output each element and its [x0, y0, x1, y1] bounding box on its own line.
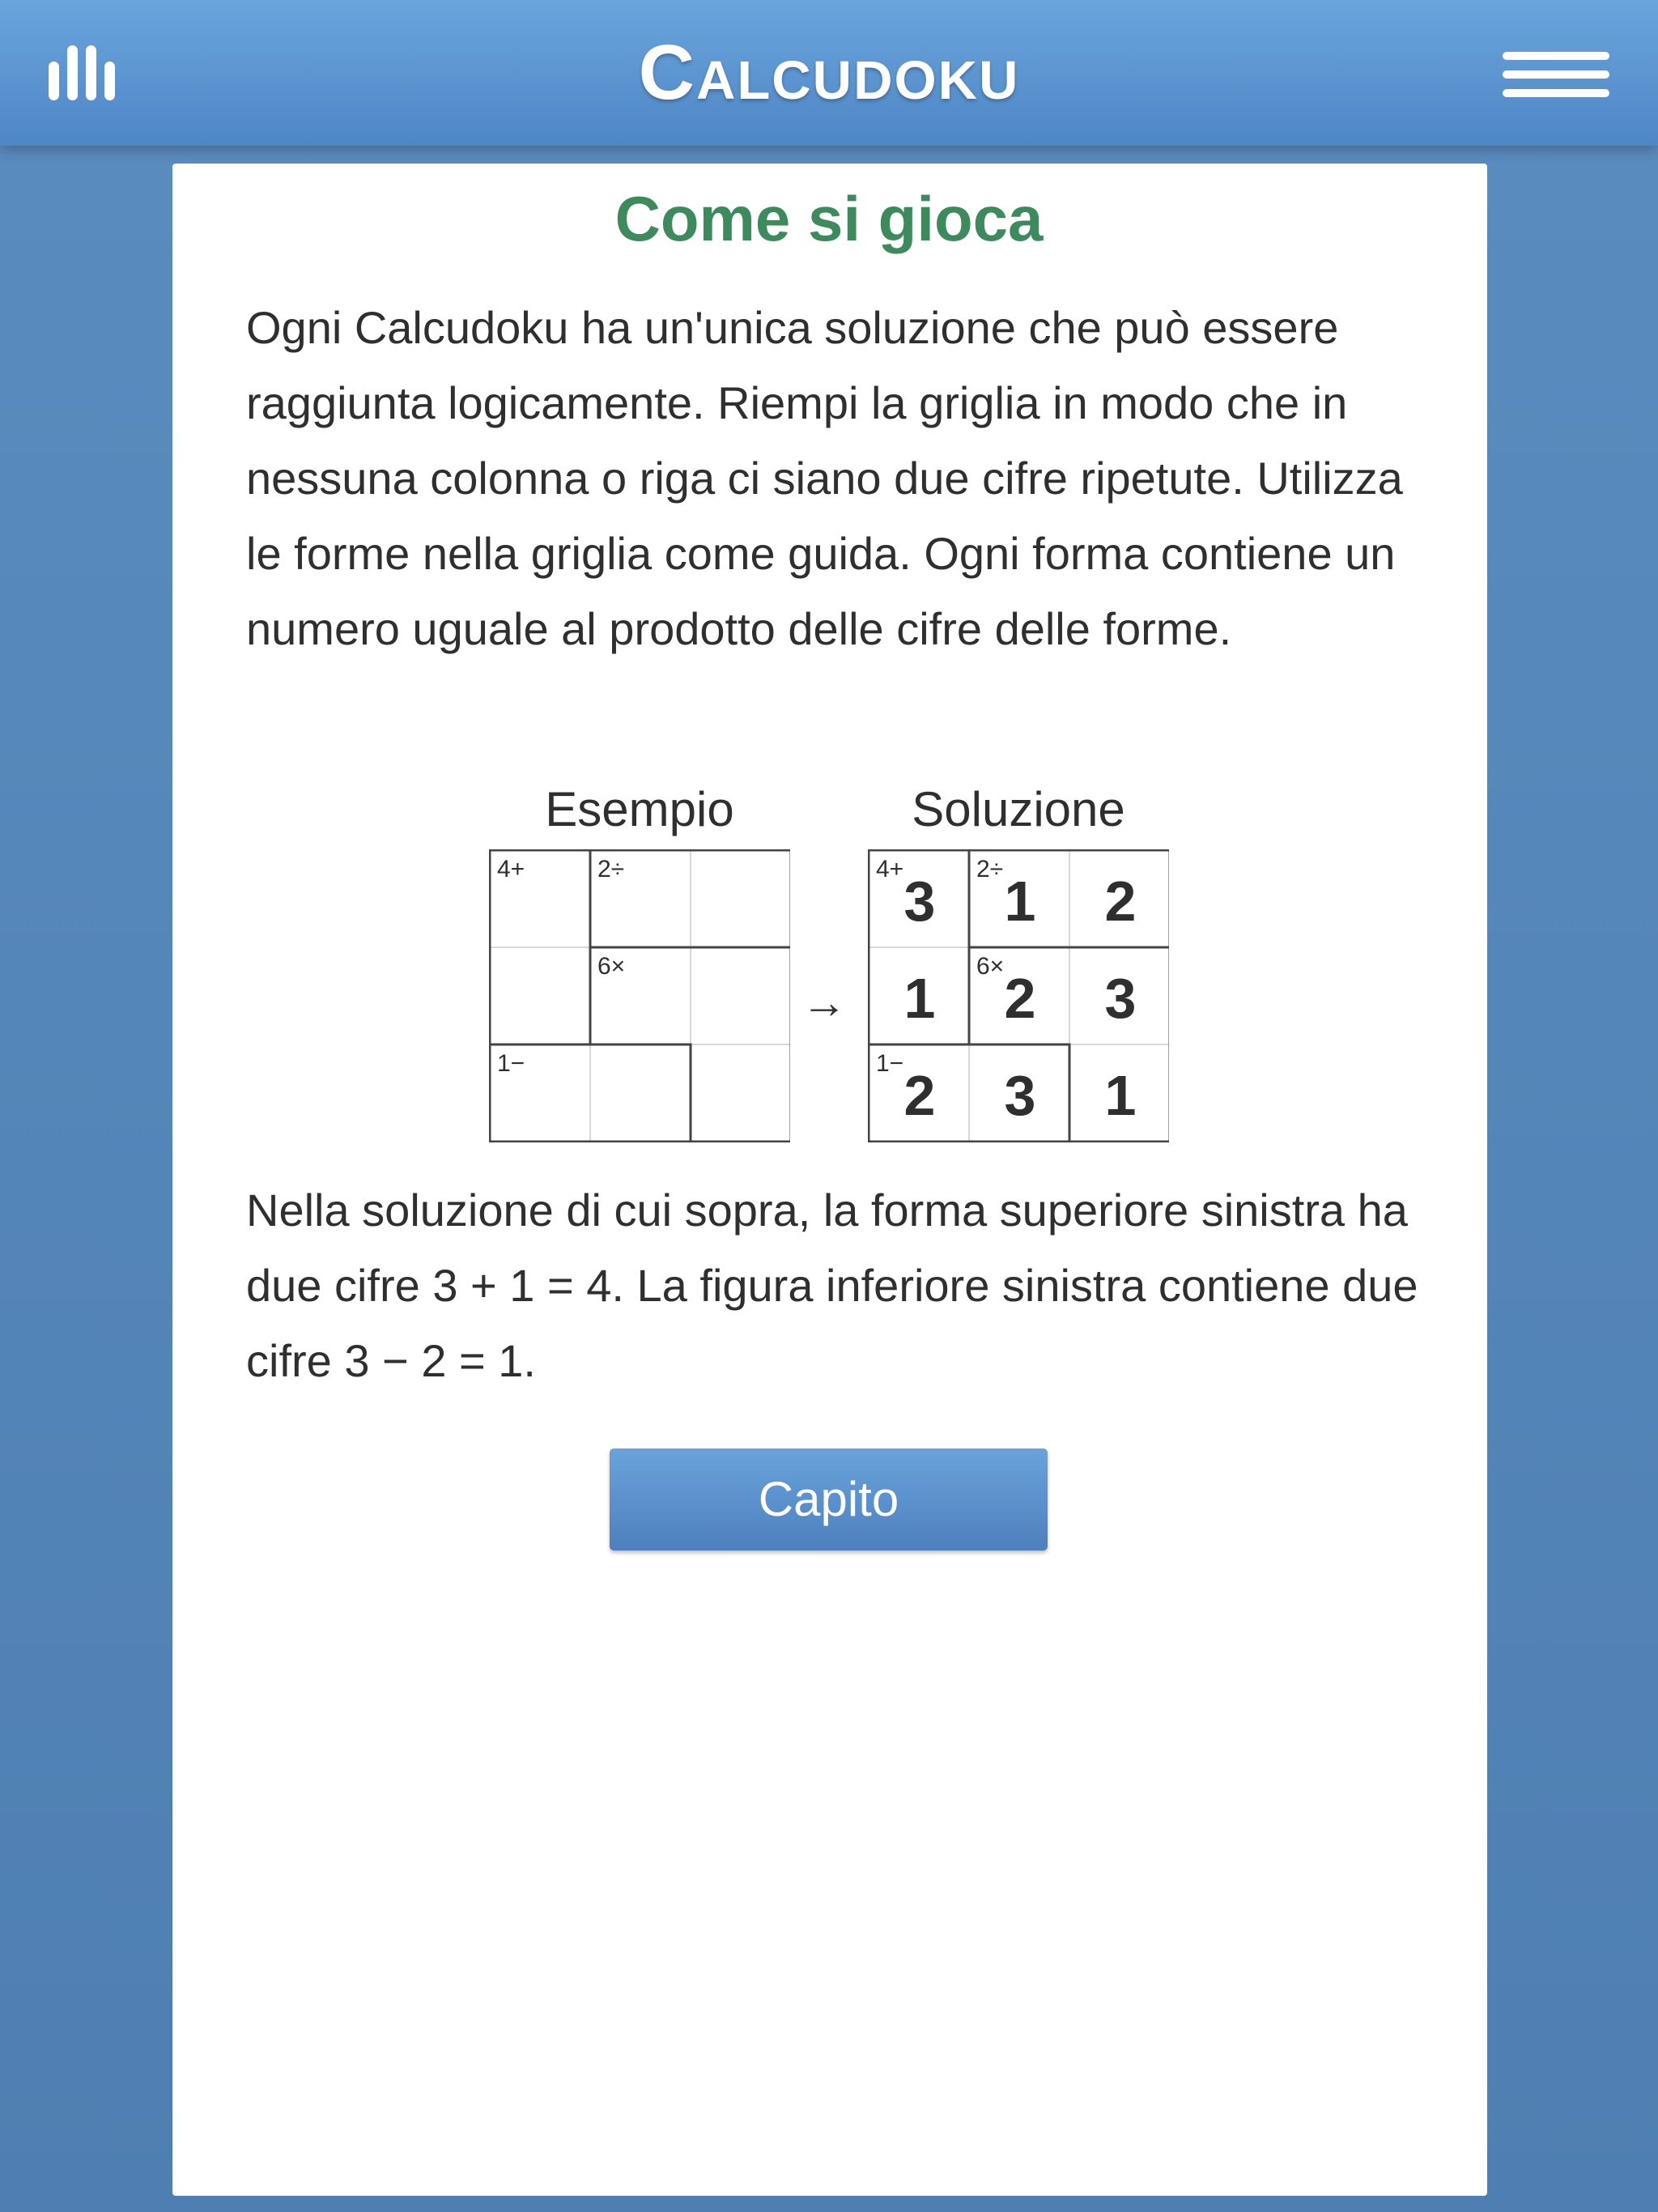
solution-grid	[868, 849, 1169, 1142]
example-cage-label: 6×	[597, 953, 626, 980]
solution-label: Soluzione	[912, 782, 1125, 836]
top-bar	[0, 0, 1658, 146]
example-grid	[489, 849, 790, 1142]
example-cell	[691, 850, 790, 947]
solution-digit: 2	[903, 1064, 936, 1127]
example-cell	[691, 947, 790, 1044]
example-cage-label: 2÷	[597, 856, 625, 883]
menu-icon[interactable]	[1503, 52, 1609, 97]
example-cage-label: 1−	[497, 1050, 525, 1077]
got-it-button[interactable]: Capito	[610, 1448, 1048, 1551]
solution-digit: 1	[1004, 870, 1036, 933]
intro-text: Ogni Calcudoku ha un'unica soluzione che può essere raggiunta logicamente. Riempi la griglia in modo che in nessuna colonna o riga ci siano due cifre ripetute. Utilizza le forme nella griglia come guida. Ogni forma contiene un numero uguale al prodotto delle cifre delle forme.	[246, 302, 1403, 654]
solution-digit: 2	[1104, 870, 1137, 933]
app-title: Calcudoku	[638, 29, 1020, 116]
solution-digit: 3	[1004, 1064, 1036, 1127]
example-cell	[490, 947, 590, 1044]
example-cell	[590, 1044, 691, 1142]
solution-digit: 1	[903, 967, 936, 1030]
solution-cage-label: 6×	[976, 953, 1005, 980]
solution-digit: 2	[1004, 967, 1036, 1030]
solution-digit: 3	[1104, 967, 1137, 1030]
solution-digit: 1	[1104, 1064, 1137, 1127]
solution-cage-label: 1−	[876, 1050, 904, 1077]
example-label: Esempio	[545, 782, 734, 836]
example-cell	[691, 1044, 790, 1142]
solution-digit: 3	[903, 870, 936, 933]
solution-cage-label: 2÷	[976, 856, 1004, 883]
solution-cage-label: 4+	[876, 856, 904, 883]
dialog-title: Come si gioca	[614, 183, 1044, 254]
arrow-icon: →	[801, 976, 847, 1027]
example-cage-label: 4+	[497, 856, 525, 883]
explanation-text: Nella soluzione di cui sopra, la forma superiore sinistra ha due cifre 3 + 1 = 4. La figura inferiore sinistra contiene due cifre 3 − 2 = 1.	[246, 1185, 1418, 1386]
